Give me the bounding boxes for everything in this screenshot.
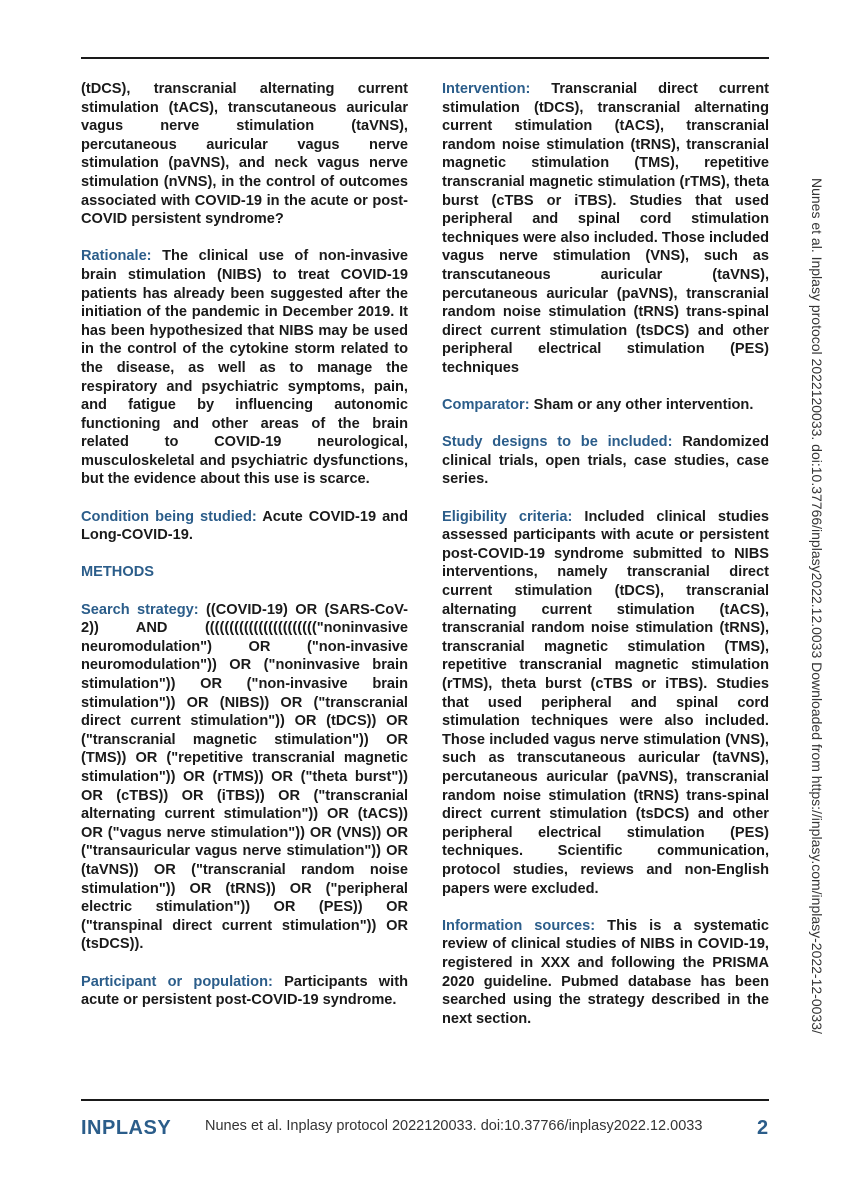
sources-text: This is a systematic review of clinical studies of NIBS in COVID-19, registered in XXX and following the PRISMA 2020 guideline. Pubmed database has been searched using the strategy described in the next section. (442, 917, 769, 1027)
designs-heading: Study designs to be included: (442, 434, 673, 451)
condition-section (81, 508, 408, 545)
sources-heading: Information sources: (442, 917, 596, 934)
search-section (81, 601, 408, 954)
rationale-text: The clinical use of non-invasive brain stimulation (NIBS) to treat COVID-19 patients has already been suggested after the initiation of the pandemic in December 2019. It has been hypothesized that NIBS may be used in the control of the cytokine storm related to the disease, as well as to manage the respiratory and psychiatric symptoms, pain, and fatigue by influencing autonomic functioning and other areas of the brain related to COVID-19 neurological, musculoskeletal and psychiatric dysfunctions, but the evidence about this use is scarce. (81, 248, 408, 488)
bottom-rule (81, 1099, 769, 1101)
right-column (442, 80, 769, 1047)
comparator-text: Sham or any other intervention. (533, 397, 754, 414)
left-column (81, 80, 408, 1028)
condition-heading: Condition being studied: (81, 508, 257, 525)
rationale-heading: Rationale: (81, 248, 152, 265)
sources-section (442, 917, 769, 1029)
question-continued: (tDCS), transcranial alternating current stimulation (tACS), transcutaneous auricular vagus nerve stimulation (taVNS), percutaneous auricular vagus nerve stimulation (paVNS), and neck vagus nerve stimulation (nVNS), in the control of outcomes associated with COVID-19 in the acute or post-COVID persistent syndrome? (81, 81, 408, 228)
sidebar-citation-text: Nunes et al. Inplasy protocol 2022120033. doi:10.37766/inplasy2022.12.0033 Downloaded from https://inplasy.com/inplasy-2022-12-0033/ (809, 178, 825, 1034)
participant-heading: Participant or population: (81, 973, 273, 990)
comparator-section (442, 396, 769, 415)
rationale-section (81, 247, 408, 489)
top-rule (81, 57, 769, 59)
designs-section (442, 433, 769, 489)
sidebar-citation (809, 178, 849, 1078)
footer-citation: Nunes et al. Inplasy protocol 2022120033. doi:10.37766/inplasy2022.12.0033 (205, 1118, 703, 1134)
condition-text: Acute COVID-19 and Long-COVID-19. (81, 508, 409, 544)
designs-text: Randomized clinical trials, open trials, case studies, case series. (442, 434, 769, 488)
search-heading: Search strategy: (81, 601, 199, 618)
eligibility-text: Included clinical studies assessed participants with acute or persistent post-COVID-19 syndrome submitted to NIBS interventions, namely transcranial direct current stimulation (tDCS), transcranial alternating current stimulation (tACS), transcranial random noise stimulation (tRNS), transcranial magnetic stimulation (TMS), repetitive transcranial magnetic stimulation (rTMS), theta burst (cTBS or iTBS). Studies that used peripheral and spinal cord stimulation techniques were also included. Those included vagus nerve stimulation (VNS), such as transcutaneous auricular (taVNS), percutaneous auricular (paVNS), transcranial random noise stimulation (tRNS) trans-spinal direct current stimulation (tsDCS) and other peripheral electrical stimulation (PES) techniques. Scientific communication, protocol studies, reviews and non-English papers were excluded. (442, 508, 769, 897)
intervention-heading: Intervention: (442, 81, 531, 97)
comparator-heading: Comparator: (442, 397, 530, 414)
eligibility-section (442, 508, 769, 898)
intervention-text: Transcranial direct current stimulation (tDCS), transcranial alternating current stimulation (tACS), transcranial random noise stimulation (tRNS), transcranial magnetic stimulation (TMS), repetitive transcranial magnetic stimulation (rTMS), theta burst (cTBS or iTBS). Studies that used peripheral and spinal cord stimulation techniques were also included. Those included vagus nerve stimulation (VNS), such as transcutaneous auricular (taVNS), percutaneous auricular (paVNS), transcranial random noise stimulation (tRNS) trans-spinal direct current stimulation (tsDCS) and other peripheral electrical stimulation (PES) techniques (442, 81, 769, 376)
intervention-section (442, 80, 769, 378)
footer-brand: INPLASY (81, 1117, 172, 1139)
participant-text: Participants with acute or persistent post-COVID-19 syndrome. (81, 973, 408, 1009)
page-number: 2 (757, 1117, 769, 1139)
participant-section (81, 973, 408, 1010)
search-text: ((COVID-19) OR (SARS-CoV-2)) AND ((((((((((((((((((((((("noninvasive neuromodulation") OR ("non-invasive neuromodulation")) OR ("noninvasive brain stimulation")) OR ("non-invasive brain stimulation")) OR (NIBS)) OR ("transcranial direct current stimulation")) OR (tDCS)) OR ("transcranial magnetic stimulation")) OR (TMS)) OR ("repetitive transcranial magnetic stimulation")) OR (rTMS)) OR ("theta burst")) OR (cTBS)) OR (iTBS)) OR ("transcranial alternating current stimulation")) OR (tACS)) OR ("vagus nerve stimulation")) OR (VNS)) OR ("transauricular vagus nerve stimulation")) OR (taVNS)) OR ("transcranial random noise stimulation")) OR (tRNS)) OR ("peripheral electric stimulation")) OR (PES)) OR ("transpinal direct current stimulation")) OR (tsDCS)). (81, 601, 408, 953)
eligibility-heading: Eligibility criteria: (442, 508, 573, 525)
methods-label: METHODS (81, 564, 154, 581)
methods-heading (81, 563, 408, 582)
